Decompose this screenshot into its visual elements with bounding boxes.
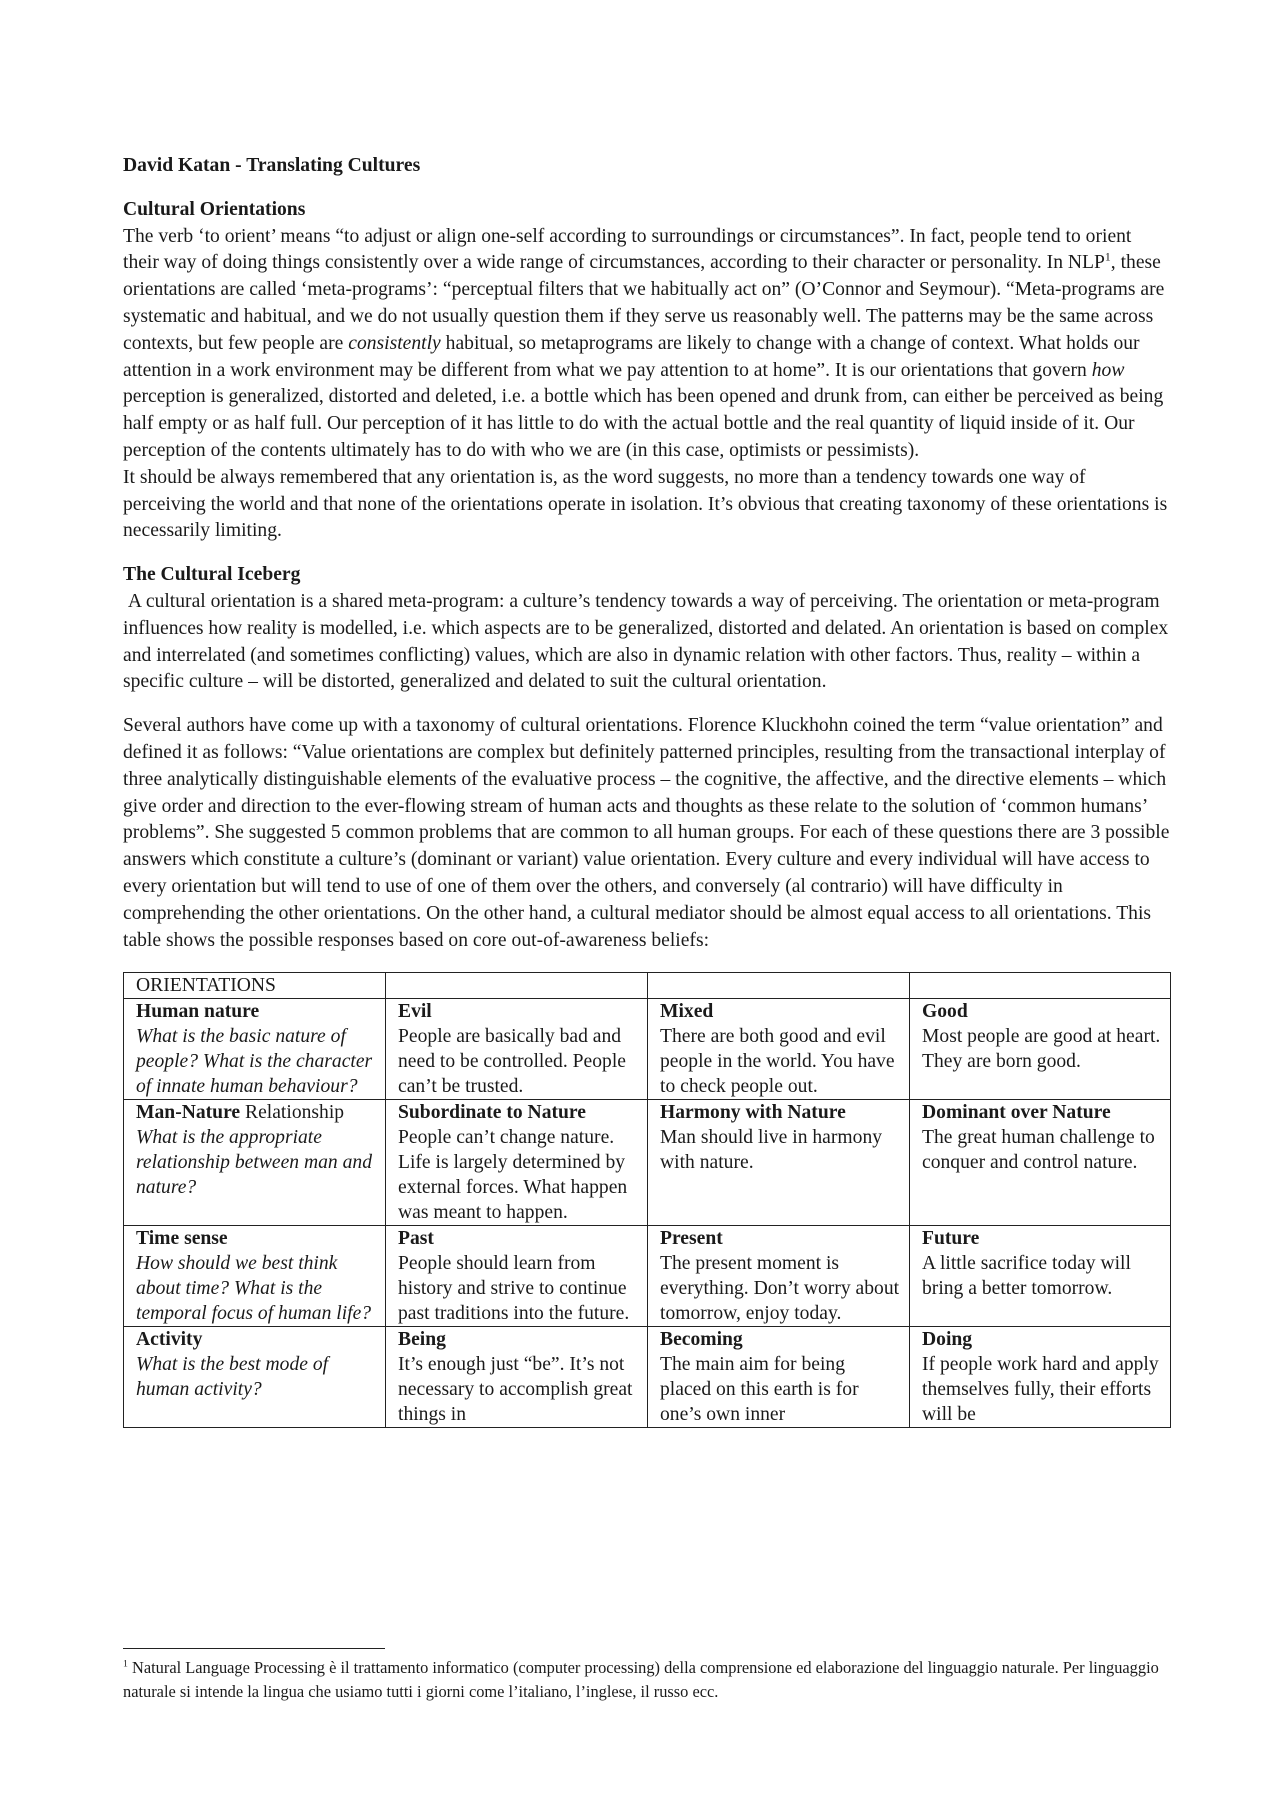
orientation-cell [124, 1100, 386, 1226]
paragraph-cultural-orientation: A cultural orientation is a shared meta-program: a culture’s tendency towards a way of perceiving. The orientation or meta-program influences how reality is modelled, i.e. which aspects are to be generalized, distorted and delated. An orientation is based on complex and interrelated (and sometimes conflicting) values, which are also in dynamic relation with other factors. Thus, reality – within a specific culture – will be distorted, generalized and delated to suit the cultural orientation. [123, 590, 1174, 693]
response-text: The main aim for being placed on this earth is for one’s own inner [660, 1354, 859, 1426]
orientation-question: What is the best mode of human activity? [136, 1354, 329, 1401]
response-text: The great human challenge to conquer and control nature. [922, 1127, 1155, 1174]
orientations-table [123, 972, 1171, 1428]
response-text: Most people are good at heart. They are born good. [922, 1026, 1161, 1073]
response-label: Being [398, 1329, 446, 1351]
response-cell [386, 1100, 648, 1226]
response-cell [910, 1327, 1171, 1428]
orientation-category: Time sense [136, 1228, 228, 1250]
emphasis-text: how [1091, 359, 1125, 381]
paragraph-text: habitual, so metaprograms are likely to change with a change of context. What holds our attention in a work environment may be different from what we pay attention to at home”. It is our orientations that govern [123, 332, 1140, 381]
response-cell [648, 999, 910, 1100]
footnote-marker: 1 [123, 1658, 128, 1670]
paragraph-taxonomy: Several authors have come up with a taxonomy of cultural orientations. Florence Kluckhohn coined the term “value orientation” and defined it as follows: “Value orientations are complex but definitely patterned principles, resulting from the transactional interplay of three analytically distinguishable elements of the evaluative process – the cognitive, the affective, and the directive elements – which give order and direction to the ever-flowing stream of human acts and thoughts as these relate to the solution of ‘common humans’ problems”. She suggested 5 common problems that are common to all human groups. For each of these questions there are 3 possible answers which constitute a culture’s (dominant or variant) value orientation. Every culture and every individual will have access to every orientation but will tend to use of one of them over the others, and conversely (al contrario) will have difficulty in comprehending the other orientations. On the other hand, a cultural mediator should be almost equal access to all orientations. This table shows the possible responses based on core out-of-awareness beliefs: [123, 715, 1170, 951]
response-text: People are basically bad and need to be controlled. People can’t be trusted. [398, 1026, 626, 1098]
table-header-cell: ORIENTATIONS [124, 973, 386, 999]
emphasis-text: consistently [348, 332, 441, 354]
response-text: A little sacrifice today will bring a better tomorrow. [922, 1253, 1131, 1300]
response-cell [386, 1327, 648, 1428]
table-header-cell-empty [386, 973, 648, 999]
document-body [123, 153, 1174, 1428]
paragraph-orientation-tendency: It should be always remembered that any orientation is, as the word suggests, no more than a tendency towards one way of perceiving the world and that none of the orientations operate in isolation. It’s obvious that creating taxonomy of these orientations is necessarily limiting. [123, 466, 1168, 542]
paragraph-orient-definition [123, 224, 1170, 465]
response-cell [648, 1100, 910, 1226]
table-header-cell-empty [648, 973, 910, 999]
response-label: Future [922, 1228, 980, 1250]
table-row [124, 1327, 1171, 1428]
table-row [124, 1226, 1171, 1327]
section-heading-cultural-orientations: Cultural Orientations [123, 198, 306, 220]
orientation-cell [124, 999, 386, 1100]
response-label: Past [398, 1228, 434, 1250]
response-label: Dominant over Nature [922, 1102, 1111, 1124]
orientation-category: Activity [136, 1329, 203, 1351]
orientation-question: What is the basic nature of people? What is the character of innate human behaviour? [136, 1026, 373, 1098]
response-label: Harmony with Nature [660, 1102, 846, 1124]
footnote-separator [123, 1648, 385, 1649]
response-label: Present [660, 1228, 723, 1250]
paragraph-text: perception is generalized, distorted and deleted, i.e. a bottle which has been opened and drunk from, can either be perceived as being half empty or as half full. Our perception of it has little to do with the actual bottle and the real quantity of liquid inside of it. Our perception of the contents ultimately has to do with who we are (in this case, optimists or pessimists). [123, 386, 1164, 461]
response-cell [648, 1226, 910, 1327]
response-label: Mixed [660, 1001, 714, 1023]
response-cell [648, 1327, 910, 1428]
orientation-question: How should we best think about time? What is the temporal focus of human life? [136, 1253, 372, 1325]
response-cell [910, 999, 1171, 1100]
document-title: David Katan - Translating Cultures [123, 155, 421, 176]
table-row [124, 999, 1171, 1100]
response-cell [910, 1100, 1171, 1226]
response-label: Becoming [660, 1329, 743, 1351]
orientation-category: Human nature [136, 1001, 260, 1023]
orientation-category: Man-Nature [136, 1102, 241, 1124]
section-heading-cultural-iceberg: The Cultural Iceberg [123, 564, 301, 586]
response-text: People can’t change nature. Life is largely determined by external forces. What happen was meant to happen. [398, 1127, 628, 1224]
response-label: Evil [398, 1001, 432, 1023]
orientation-cell [124, 1226, 386, 1327]
response-text: People should learn from history and strive to continue past traditions into the future. [398, 1253, 630, 1325]
table-header-row [124, 973, 1171, 999]
response-label: Subordinate to Nature [398, 1102, 586, 1124]
response-text: It’s enough just “be”. It’s not necessary to accomplish great things in [398, 1354, 633, 1426]
table-row [124, 1100, 1171, 1226]
footnote-text: Natural Language Processing è il trattamento informatico (computer processing) della comprensione ed elaborazione del linguaggio naturale. Per linguaggio naturale si intende la lingua che usiamo tutti i giorni come l’italiano, l’inglese, il russo ecc. [123, 1658, 1159, 1701]
orientation-cell [124, 1327, 386, 1428]
response-cell [910, 1226, 1171, 1327]
response-text: The present moment is everything. Don’t worry about tomorrow, enjoy today. [660, 1253, 900, 1325]
paragraph-text: The verb ‘to orient’ means “to adjust or align one-self according to surroundings or circumstances”. In fact, people tend to orient their way of doing things consistently over a wide range of circumstances, according to their character or personality. In NLP [123, 225, 1132, 274]
response-label: Good [922, 1001, 968, 1023]
orientation-category-suffix: Relationship [240, 1102, 345, 1124]
response-text: Man should live in harmony with nature. [660, 1127, 883, 1174]
response-cell [386, 999, 648, 1100]
footnote [123, 1656, 1170, 1704]
footnote-reference: 1 [1104, 250, 1111, 264]
response-label: Doing [922, 1329, 973, 1351]
orientation-question: What is the appropriate relationship between man and nature? [136, 1127, 373, 1199]
table-header-cell-empty [910, 973, 1171, 999]
response-text: There are both good and evil people in the world. You have to check people out. [660, 1026, 895, 1098]
response-cell [386, 1226, 648, 1327]
response-text: If people work hard and apply themselves fully, their efforts will be [922, 1354, 1159, 1426]
paragraph-text: , these orientations are called ‘meta-programs’: “perceptual filters that we habitually act on” (O’Connor and Seymour). “Meta-programs are systematic and habitual, and we do not usually question them if they serve us reasonably well. The patterns may be the same across contexts, but few people are [123, 252, 1165, 354]
